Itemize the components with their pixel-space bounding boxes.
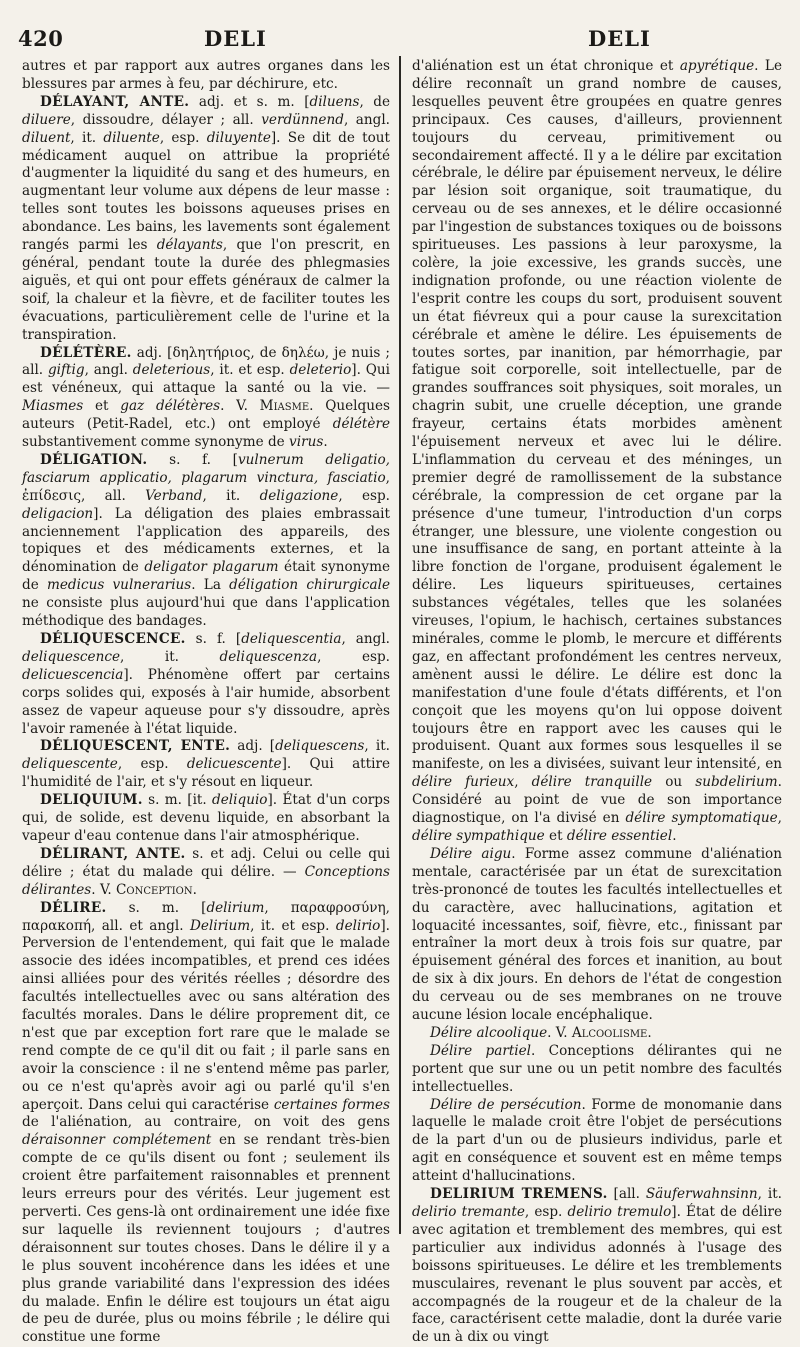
headword: DELIRIUM TREMENS. (430, 1186, 608, 1203)
subentry-delire-alcoolique: Délire alcoolique. V. Alcoolisme. (430, 1024, 652, 1041)
entry-delirant: DÉLIRANT, ANTE. s. et adj. Celui ou celle qui délire ; état du malade qui délire. — Conceptions délirantes. V. Conception. (22, 845, 391, 898)
headword: DÉLIRANT, ANTE. (40, 845, 186, 862)
headword: DÉLÉTÈRE. (40, 344, 132, 361)
entry-delire: DÉLIRE. s. m. [delirium, παραφροσύνη, παρακοπή, all. et angl. Delirium, it. et esp. delirio]. Perversion de l'entendement, qui fait que le malade associe des idées incompatibles, et prend ces idées ainsi alliées pour des vérités réelles ; désordre des facultés intellectuelles avec ou sans altération des facultés morales. Dans le délire proprement dit, ce n'est que par exception fort rare que le malade se rend compte de ce qu'il dit ou fait ; il parle sans en avoir la conscience : il ne s'entend même pas parler, ou ce n'est qu'après avoir agi ou parlé qu'il s'en aperçoit. Dans celui qui caractérise certaines formes de l'aliénation, au contraire, on voit des gens déraisonner complétement en se rendant très-bien compte de ce qu'ils disent ou font ; seulement ils croient être parfaitement raisonnables et prennent leurs erreurs pour des vérités. Leur jugement est perverti. Ces gens-là ont ordinairement une idée fixe sur laquelle ils reviennent toujours ; d'autres déraisonnent sur toutes choses. Dans le délire il y a le plus souvent incohérence dans les idées et une plus grande variabilité dans l'expression des idées du malade. Enfin le délire est toujours un état aigu de peu de durée, plus ou moins fébrile ; le délire qui constitue une forme (22, 899, 390, 1346)
headword: DÉLIQUESCENT, ENTE. (40, 738, 231, 755)
headword: DÉLIGATION. (40, 451, 148, 468)
headword: DÉLIRE. (40, 899, 107, 916)
entry-delirium-tremens: DELIRIUM TREMENS. [all. Säuferwahnsinn, it. delirio tremante, esp. delirio tremulo]. État de délire avec agitation et tremblement des membres, qui est particulier aux individus adonnés à l'usage des boissons spiritueuses. Le délire et les tremblements musculaires, revenant le plus souvent par accès, et accompagnés de la rougeur et de la chaleur de la face, caractérisent cette maladie, dont la durée varie de un à dix ou vingt (412, 1186, 782, 1346)
entry-continuation: autres et par rapport aux autres organes dans les blessures par armes à feu, par déchirure, etc. (22, 58, 390, 92)
page-number: 420 (18, 26, 64, 51)
entry-deligation: DÉLIGATION. s. f. [vulnerum deligatio, fasciarum applicatio, plagarum vinctura, fasciatio, ἐπίδεσις, all. Verband, it. deligazione, esp. deligacion]. La déligation des plaies embrassait anciennement l'application des appareils, des topiques et des médicaments externes, et la dénomination de deligator plagarum était synonyme de medicus vulnerarius. La déligation chirurgicale ne consiste plus aujourd'hui que dans l'application méthodique des bandages. (22, 451, 391, 630)
running-head-left: DELI (204, 26, 267, 51)
left-column (22, 58, 390, 1347)
entry-delayant: DÉLAYANT, ANTE. adj. et s. m. [diluens, de diluere, dissoudre, délayer ; all. verdünnend, angl. diluent, it. diluente, esp. diluyente]. Se dit de tout médicament auquel on attribue la propriété d'augmenter la liquidité du sang et des humeurs, en augmentant leur volume aux dépens de leur masse : telles sont toutes les boissons aqueuses prises en abondance. Les bains, les lavements sont également rangés parmi les délayants, que l'on prescrit, en général, pendant toute la durée des phlegmasies aiguës, et qui ont pour effets généraux de calmer la soif, la chaleur et la fièvre, et de faciliter toutes les évacuations, particulièrement celle de l'urine et la transpiration. (22, 93, 391, 343)
entry-deliquescent: DÉLIQUESCENT, ENTE. adj. [deliquescens, it. deliquescente, esp. delicuescente]. Qui attire l'humidité de l'air, et s'y résout en liqueur. (22, 738, 390, 791)
page-header (18, 26, 782, 52)
entry-deliquium: DELIQUIUM. s. m. [it. deliquio]. État d'un corps qui, de solide, est devenu liquide, en absorbant la vapeur d'eau contenue dans l'air atmosphérique. (22, 792, 390, 844)
headword: DÉLAYANT, ANTE. (40, 93, 190, 110)
headword: DELIQUIUM. (40, 792, 143, 809)
running-head-right: DELI (588, 26, 651, 51)
subentry-delire-persecution: Délire de persécution. Forme de monomanie dans laquelle le malade croit être l'objet de persécutions de la part d'un ou de plusieurs individus, parle et agit en conséquence et souvent est en même temps atteint d'hallucinations. (412, 1096, 782, 1185)
headword: DÉLIQUESCENCE. (40, 631, 186, 647)
subentry-delire-aigu: Délire aigu. Forme assez commune d'aliénation mentale, caractérisée par un état de surexcitation très-prononcé de toutes les facultés intellectuelles et du caractère, avec hallucinations, agitation et loquacité incessantes, soif, fièvre, etc., finissant par entraîner la mort deux à trois fois sur quatre, par épuisement général des forces et inanition, au bout de six à dix jours. En dehors de l'état de congestion du cerveau ou de ses membranes on ne trouve aucune lésion locale encéphalique. (412, 845, 782, 1024)
entry-deletere: DÉLÉTÈRE. adj. [δηλητήριος, de δηλέω, je nuis ; all. giftig, angl. deleterious, it. et esp. deleterio]. Qui est vénéneux, qui attaque la santé ou la vie. — Miasmes et gaz délétères. V. Miasme. Quelques auteurs (Petit-Radel, etc.) ont employé délétère substantivement comme synonyme de virus. (22, 344, 390, 451)
entry-delire-continued: d'aliénation est un état chronique et apyrétique. Le délire reconnaît un grand nombre de causes, lesquelles peuvent être groupées en quatre genres principaux. Ces causes, d'ailleurs, proviennent toujours du cerveau, primitivement ou secondairement affecté. Il y a le délire par excitation cérébrale, le délire par épuisement nerveux, le délire par lésion soit organique, soit traumatique, du cerveau ou de ses annexes, et le délire occasionné par l'ingestion de substances toxiques ou de boissons spiritueuses. Les passions à leur paroxysme, la colère, la joie excessive, les grands succès, une indignation profonde, ou une réaction violente de l'esprit contre les coups du sort, produisent souvent un état fiévreux qui a pour cause la surexcitation cérébrale et amène le délire. Les épuisements de toutes sortes, par inanition, par hémorrhagie, par fatigue soit corporelle, soit intellectuelle, par de grandes souffrances soit physiques, soit morales, un chagrin subit, une cruelle déception, une grande frayeur, certains états morbides amènent l'épuisement nerveux et avec lui le délire. L'inflammation du cerveau et des méninges, un premier degré de ramollissement de la substance cérébrale, la compression de cet organe par la présence d'une tumeur, l'introduction d'un corps étranger, une blessure, une violente congestion ou une insuffisance de sang, en portant atteinte à la libre fonction de l'organe, produisent également le délire. Les liqueurs spiritueuses, certaines substances végétales, telles que les solanées vireuses, l'opium, le hachisch, certaines substances minérales, comme le plomb, le mercure et différents gaz, en affectant profondément les centres nerveux, amènent aussi le délire. Le délire est donc la manifestation d'une foule d'états différents, et l'on conçoit que les moyens qu'on lui oppose doivent toujours être en rapport avec les causes qui le produisent. Quant aux formes sous lesquelles il se manifeste, on les a divisées, suivant leur intensité, en délire furieux, délire tranquille ou subdelirium. Considéré au point de vue de son importance diagnostique, on l'a divisé en délire symptomatique, délire sympathique et délire essentiel. (412, 58, 782, 844)
subentry-delire-partiel: Délire partiel. Conceptions délirantes qui ne portent que sur une ou un petit nombre des facultés intellectuelles. (412, 1042, 782, 1095)
column-divider (399, 56, 401, 1234)
right-column (412, 58, 782, 1347)
entry-deliquescence: DÉLIQUESCENCE. s. f. [deliquescentia, angl. deliquescence, it. deliquescenza, esp. delicuescencia]. Phénomène offert par certains corps solides qui, exposés à l'air humide, absorbent assez de vapeur aqueuse pour s'y dissoudre, après l'avoir ramenée à l'état liquide. (22, 631, 391, 737)
